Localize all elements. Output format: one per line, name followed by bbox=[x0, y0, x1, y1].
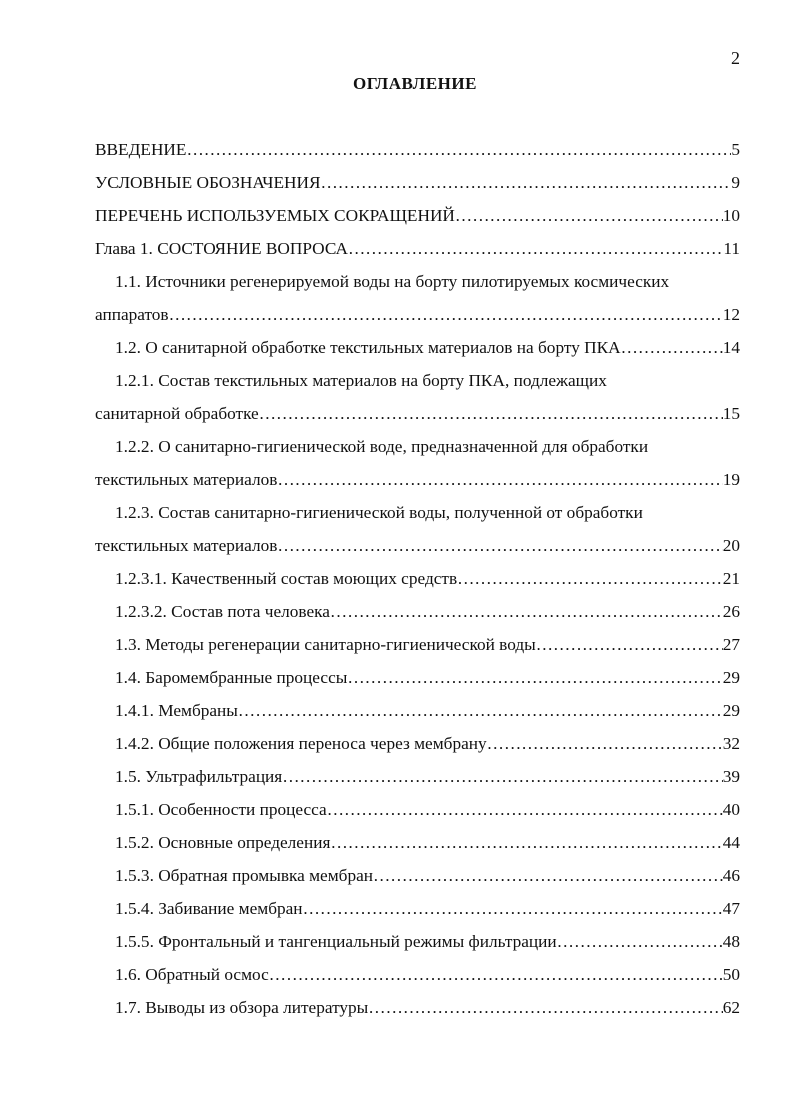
toc-entry-page: 10 bbox=[722, 206, 740, 225]
toc-entry-label: 1.5. Ультрафильтрация bbox=[115, 767, 283, 786]
toc-entry-1-2[interactable] bbox=[95, 331, 740, 364]
toc-entry-1-2-3[interactable] bbox=[95, 496, 740, 562]
toc-entry-page: 39 bbox=[722, 767, 740, 786]
toc-entry-label: 1.6. Обратный осмос bbox=[115, 965, 269, 984]
toc-entry-label: УСЛОВНЫЕ ОБОЗНАЧЕНИЯ bbox=[95, 173, 321, 192]
toc-entry-label: 1.5.2. Основные определения bbox=[115, 833, 331, 852]
toc-entry-page: 9 bbox=[731, 173, 740, 192]
toc-entry-label-continued: текстильных материалов bbox=[95, 470, 278, 489]
toc-entry-1-4[interactable] bbox=[95, 661, 740, 694]
toc-entry-page: 46 bbox=[722, 866, 740, 885]
toc-entry-label: 1.2.3. Состав санитарно-гигиенической воды, полученной от обработки bbox=[115, 503, 643, 522]
toc-entry-1-5-2[interactable] bbox=[95, 826, 740, 859]
leader-dots bbox=[455, 199, 723, 232]
leader-dots bbox=[621, 331, 723, 364]
toc-entry-1-2-3-1[interactable] bbox=[95, 562, 740, 595]
leader-dots bbox=[368, 991, 722, 1024]
toc-entry-page: 14 bbox=[722, 338, 740, 357]
toc-entry-1-3[interactable] bbox=[95, 628, 740, 661]
toc-entry-1-5-5[interactable] bbox=[95, 925, 740, 958]
leader-dots bbox=[487, 727, 723, 760]
toc-entry-label: ВВЕДЕНИЕ bbox=[95, 140, 187, 159]
leader-dots bbox=[327, 793, 723, 826]
toc-entry-1-7[interactable] bbox=[95, 991, 740, 1024]
toc-entry-label: 1.7. Выводы из обзора литературы bbox=[115, 998, 369, 1017]
toc-entry-page: 32 bbox=[722, 734, 740, 753]
toc-entry-page: 15 bbox=[722, 404, 740, 423]
toc-entry-1-2-1[interactable] bbox=[95, 364, 740, 430]
toc-entry-page: 5 bbox=[731, 140, 740, 159]
toc-entry-label: 1.5.3. Обратная промывка мембран bbox=[115, 866, 374, 885]
leader-dots bbox=[347, 661, 722, 694]
leader-dots bbox=[330, 595, 723, 628]
toc-entry-page: 47 bbox=[722, 899, 740, 918]
leader-dots bbox=[186, 133, 731, 166]
toc-entry-label: 1.2. О санитарной обработке текстильных материалов на борту ПКА bbox=[115, 338, 621, 357]
toc-entry-label: 1.2.3.1. Качественный состав моющих средств bbox=[115, 569, 458, 588]
leader-dots bbox=[277, 463, 722, 496]
toc-entry-page: 12 bbox=[722, 305, 740, 324]
toc-entry-label-continued: текстильных материалов bbox=[95, 536, 278, 555]
toc-entry-label: 1.4. Баромембранные процессы bbox=[115, 668, 348, 687]
toc-entry-page: 20 bbox=[722, 536, 740, 555]
toc-entry-page: 11 bbox=[723, 239, 740, 258]
toc-entry-label: 1.5.5. Фронтальный и тангенциальный режимы фильтрации bbox=[115, 932, 557, 951]
toc-entry-page: 19 bbox=[722, 470, 740, 489]
toc-entry-page: 27 bbox=[722, 635, 740, 654]
toc-entry-label: 1.5.1. Особенности процесса bbox=[115, 800, 327, 819]
leader-dots bbox=[238, 694, 723, 727]
leader-dots bbox=[303, 892, 723, 925]
leader-dots bbox=[457, 562, 723, 595]
toc-entry-page: 62 bbox=[722, 998, 740, 1017]
table-of-contents bbox=[95, 133, 740, 1024]
leader-dots bbox=[321, 166, 732, 199]
leader-dots bbox=[536, 628, 723, 661]
toc-entry-page: 29 bbox=[722, 668, 740, 687]
leader-dots bbox=[169, 298, 723, 331]
toc-entry-page: 50 bbox=[722, 965, 740, 984]
toc-entry-page: 21 bbox=[722, 569, 740, 588]
toc-entry-1-1[interactable] bbox=[95, 265, 740, 331]
toc-entry-1-5-1[interactable] bbox=[95, 793, 740, 826]
toc-entry-1-5[interactable] bbox=[95, 760, 740, 793]
toc-entry-page: 40 bbox=[722, 800, 740, 819]
toc-entry-page: 44 bbox=[722, 833, 740, 852]
leader-dots bbox=[277, 529, 722, 562]
toc-entry-1-2-2[interactable] bbox=[95, 430, 740, 496]
toc-entry-notation[interactable] bbox=[95, 166, 740, 199]
leader-dots bbox=[348, 232, 723, 265]
toc-entry-label-continued: санитарной обработке bbox=[95, 404, 259, 423]
toc-entry-1-4-2[interactable] bbox=[95, 727, 740, 760]
toc-entry-label: 1.4.1. Мембраны bbox=[115, 701, 238, 720]
toc-entry-1-2-3-2[interactable] bbox=[95, 595, 740, 628]
toc-entry-label: 1.4.2. Общие положения переноса через мембрану bbox=[115, 734, 487, 753]
toc-entry-label: 1.3. Методы регенерации санитарно-гигиенической воды bbox=[115, 635, 536, 654]
toc-entry-1-5-4[interactable] bbox=[95, 892, 740, 925]
toc-entry-label: 1.2.1. Состав текстильных материалов на борту ПКА, подлежащих bbox=[115, 371, 607, 390]
toc-entry-page: 48 bbox=[722, 932, 740, 951]
toc-entry-label: 1.2.2. О санитарно-гигиенической воде, предназначенной для обработки bbox=[115, 437, 649, 456]
toc-entry-1-6[interactable] bbox=[95, 958, 740, 991]
toc-entry-label: ПЕРЕЧЕНЬ ИСПОЛЬЗУЕМЫХ СОКРАЩЕНИЙ bbox=[95, 206, 455, 225]
leader-dots bbox=[269, 958, 723, 991]
toc-entry-1-5-3[interactable] bbox=[95, 859, 740, 892]
toc-entry-label-continued: аппаратов bbox=[95, 305, 169, 324]
toc-entry-label: 1.1. Источники регенерируемой воды на борту пилотируемых космических bbox=[115, 272, 670, 291]
leader-dots bbox=[282, 760, 722, 793]
toc-entry-label: 1.5.4. Забивание мембран bbox=[115, 899, 303, 918]
page-number: 2 bbox=[731, 48, 740, 68]
toc-entry-1-4-1[interactable] bbox=[95, 694, 740, 727]
toc-title: ОГЛАВЛЕНИЕ bbox=[353, 74, 477, 93]
toc-entry-abbreviations[interactable] bbox=[95, 199, 740, 232]
leader-dots bbox=[330, 826, 722, 859]
leader-dots bbox=[373, 859, 723, 892]
toc-entry-introduction[interactable] bbox=[95, 133, 740, 166]
toc-entry-label: Глава 1. СОСТОЯНИЕ ВОПРОСА bbox=[95, 239, 349, 258]
toc-entry-chapter-1[interactable] bbox=[95, 232, 740, 265]
toc-entry-label: 1.2.3.2. Состав пота человека bbox=[115, 602, 330, 621]
toc-entry-page: 26 bbox=[722, 602, 740, 621]
toc-entry-page: 29 bbox=[722, 701, 740, 720]
leader-dots bbox=[259, 397, 723, 430]
leader-dots bbox=[557, 925, 723, 958]
